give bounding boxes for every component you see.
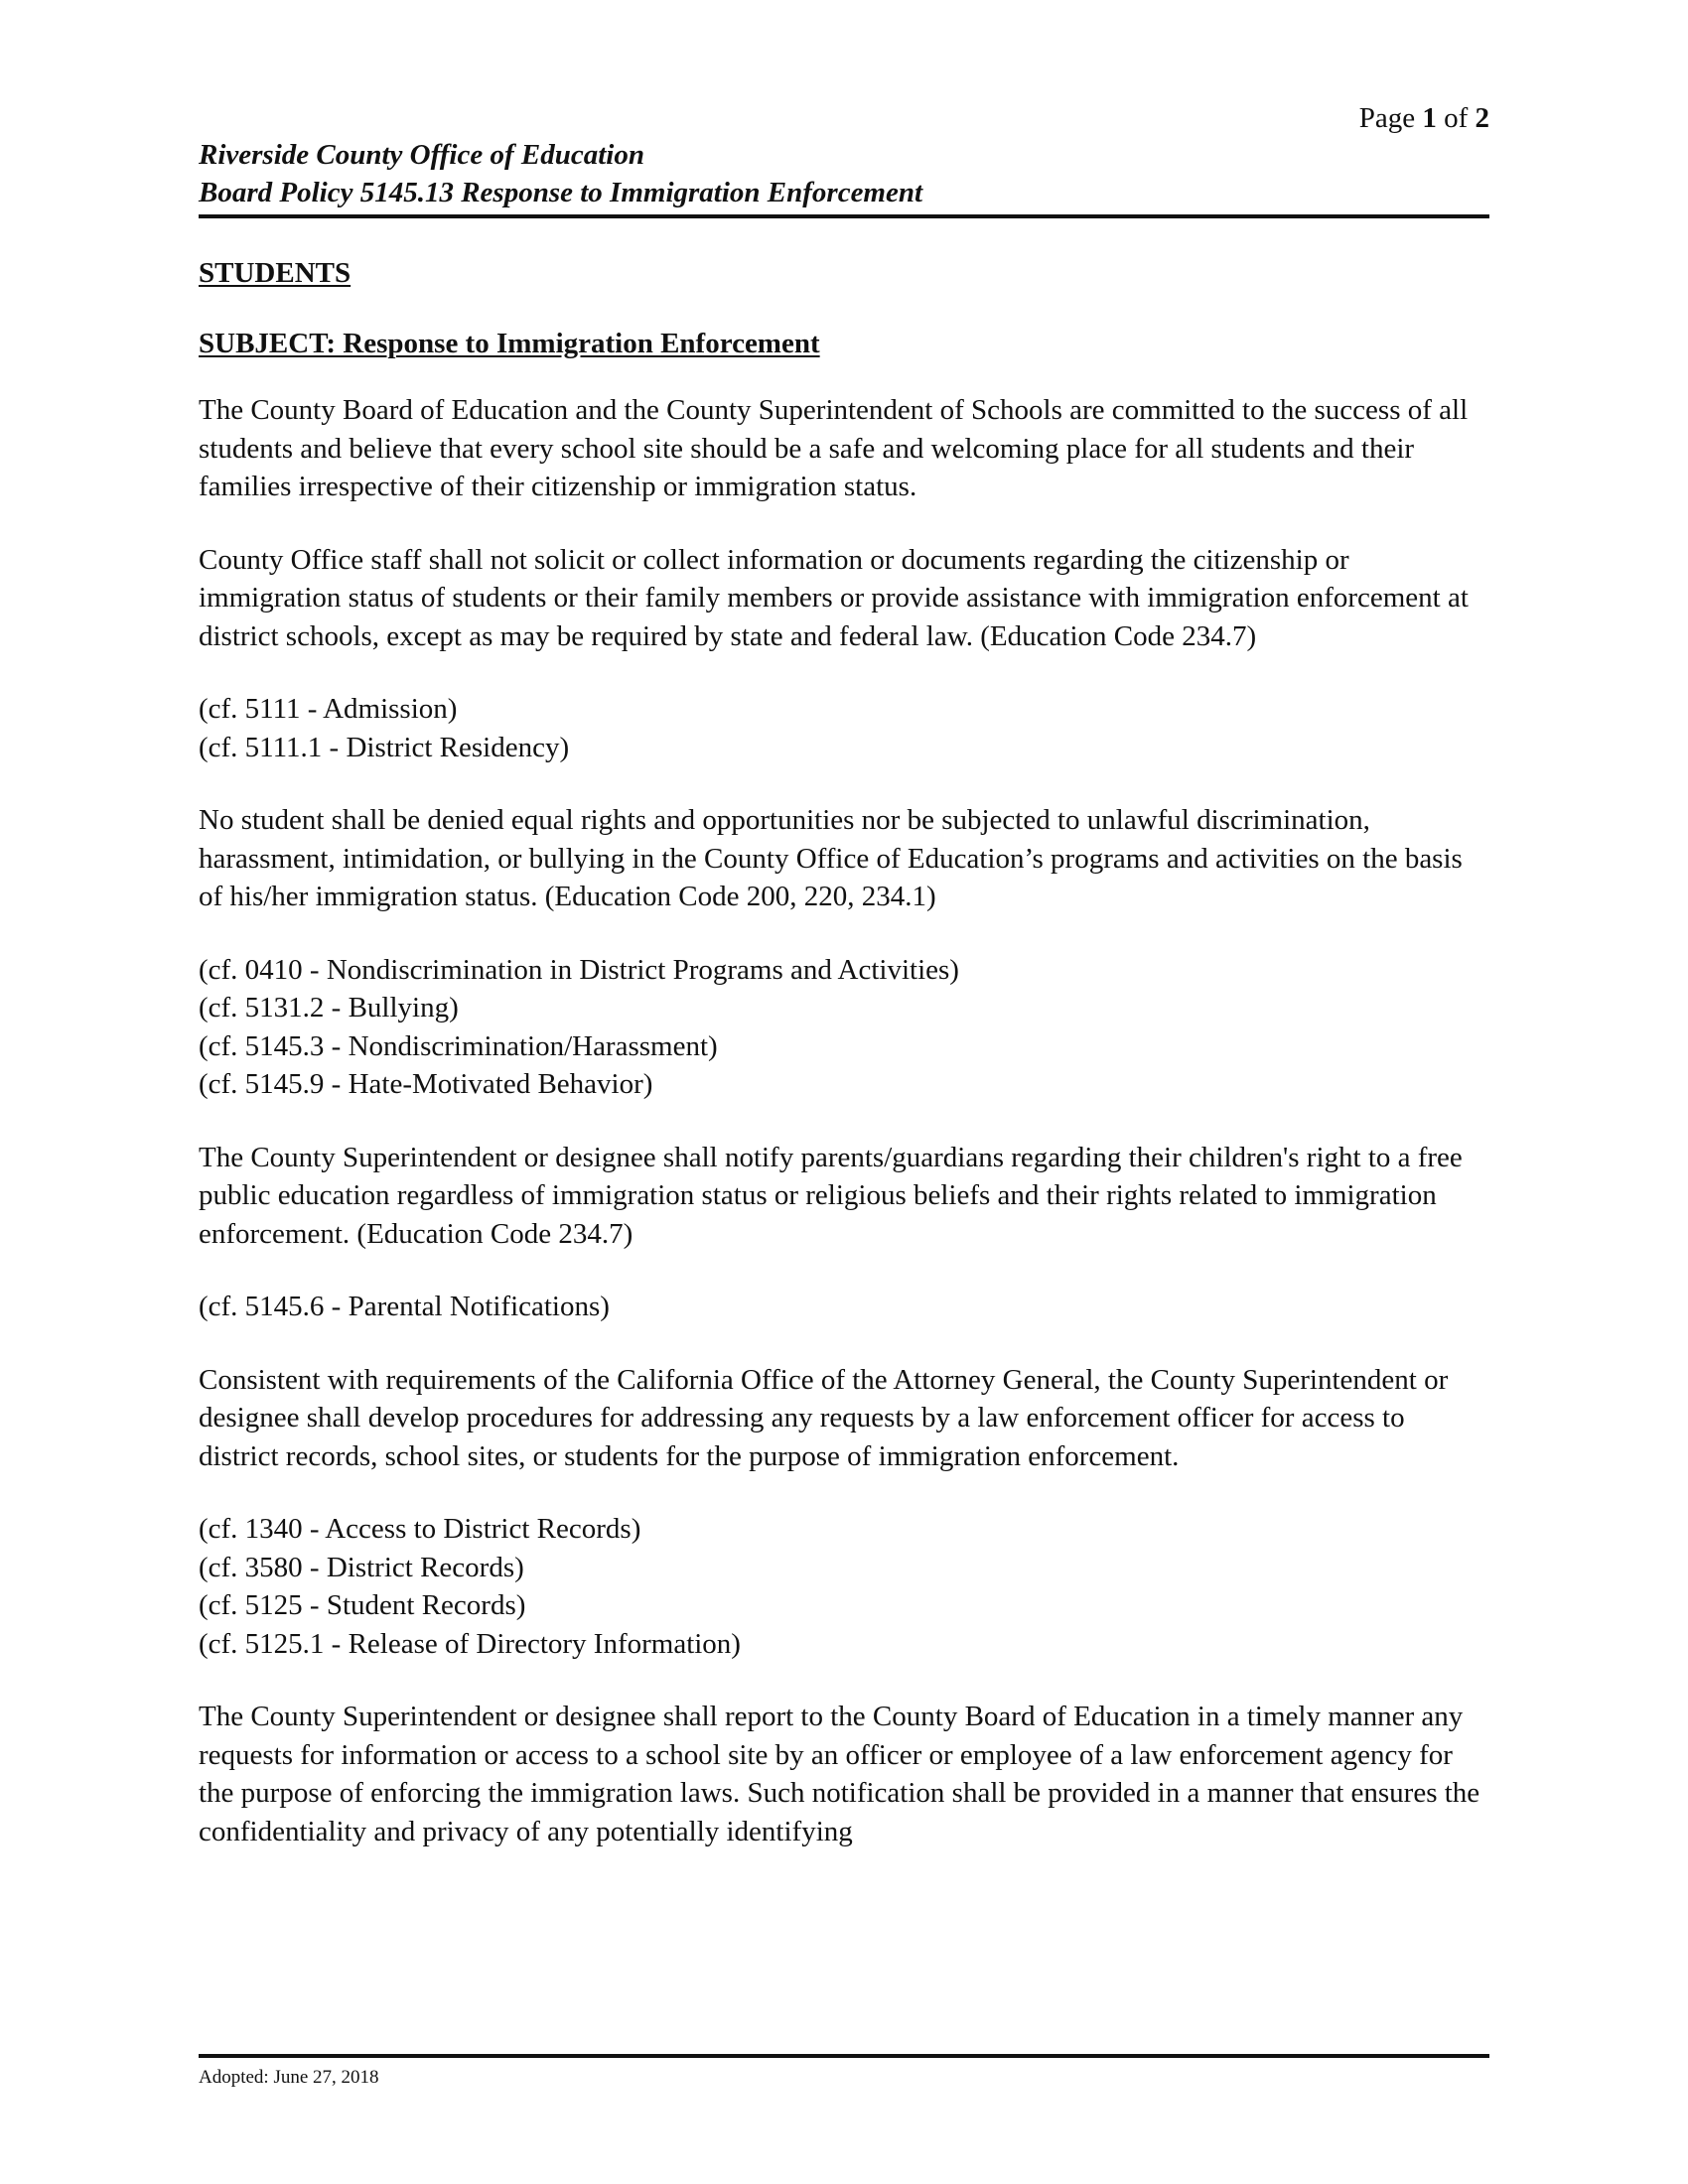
adopted-date: Adopted: June 27, 2018 (199, 2067, 379, 2088)
cross-reference-group (199, 1510, 1489, 1663)
cross-reference-group (199, 951, 1489, 1104)
page-number-current: 1 (1422, 102, 1437, 134)
page-number-middle: of (1436, 102, 1476, 134)
footer-divider (199, 2054, 1489, 2058)
cross-reference: (cf. 5111 - Admission) (199, 693, 458, 725)
cross-reference: (cf. 5131.2 - Bullying) (199, 992, 459, 1024)
cross-reference: (cf. 3580 - District Records) (199, 1551, 524, 1583)
document-body (199, 248, 1489, 1885)
paragraph-commitment: The County Board of Education and the County Superintendent of Schools are committed to the success of all students and believe that every school site should be a safe and welcoming place for all students and their families irrespective of their citizenship or immigration status. (199, 394, 1469, 502)
paragraph-equal-rights: No student shall be denied equal rights and opportunities nor be subjected to unlawful discrimination, harassment, intimidation, or bullying in the County Office of Education’s programs and activities on the basis of his/her immigration status. (Education Code 200, 220, 234.1) (199, 804, 1463, 912)
paragraph-parent-notification: The County Superintendent or designee shall notify parents/guardians regarding their children's right to a free public education regardless of immigration status or religious beliefs and their rights related to immigration enforcement. (Education Code 234.7) (199, 1141, 1463, 1250)
section-title: STUDENTS (199, 257, 352, 289)
cross-reference: (cf. 5145.6 - Parental Notifications) (199, 1291, 610, 1322)
document-header (199, 136, 1489, 211)
cross-reference: (cf. 5145.3 - Nondiscrimination/Harassment) (199, 1029, 718, 1062)
paragraph-procedures: Consistent with requirements of the California Office of the Attorney General, the County Superintendent or designee shall develop procedures for addressing any requests by a law enforcement officer for access to district records, school sites, or students for the purpose of immigration enforcement. (199, 1363, 1449, 1472)
cross-reference: (cf. 5111.1 - District Residency) (199, 731, 570, 763)
paragraph-staff-restriction: County Office staff shall not solicit or collect information or documents regarding the citizenship or immigration status of students or their family members or provide assistance with immigration enforcement at district schools, except as may be required by state and federal law. (Education Code 234.7) (199, 543, 1469, 652)
cross-reference: (cf. 1340 - Access to District Records) (199, 1513, 641, 1545)
cross-reference: (cf. 5145.9 - Hate-Motivated Behavior) (199, 1068, 653, 1100)
page-number-prefix: Page (1358, 102, 1423, 134)
cross-reference: (cf. 5125.1 - Release of Directory Information) (199, 1627, 741, 1660)
header-divider (199, 214, 1489, 218)
paragraph-board-report: The County Superintendent or designee shall report to the County Board of Education in a timely manner any requests for information or access to a school site by an officer or employee of a law enforcement agency for the purpose of enforcing the immigration laws. Such notification shall be provided in a manner that ensures the confidentiality and privacy of any potentially identifying (199, 1701, 1480, 1847)
header-policy-title: Board Policy 5145.13 Response to Immigration Enforcement (199, 177, 923, 208)
cross-reference-group (199, 1288, 1489, 1326)
page-number-total: 2 (1475, 102, 1489, 134)
subject-title: SUBJECT: Response to Immigration Enforcement (199, 327, 820, 359)
cross-reference: (cf. 5125 - Student Records) (199, 1589, 526, 1621)
cross-reference: (cf. 0410 - Nondiscrimination in District Programs and Activities) (199, 953, 959, 986)
cross-reference-group (199, 690, 1489, 766)
header-organization: Riverside County Office of Education (199, 139, 644, 171)
page-number (1359, 100, 1489, 136)
